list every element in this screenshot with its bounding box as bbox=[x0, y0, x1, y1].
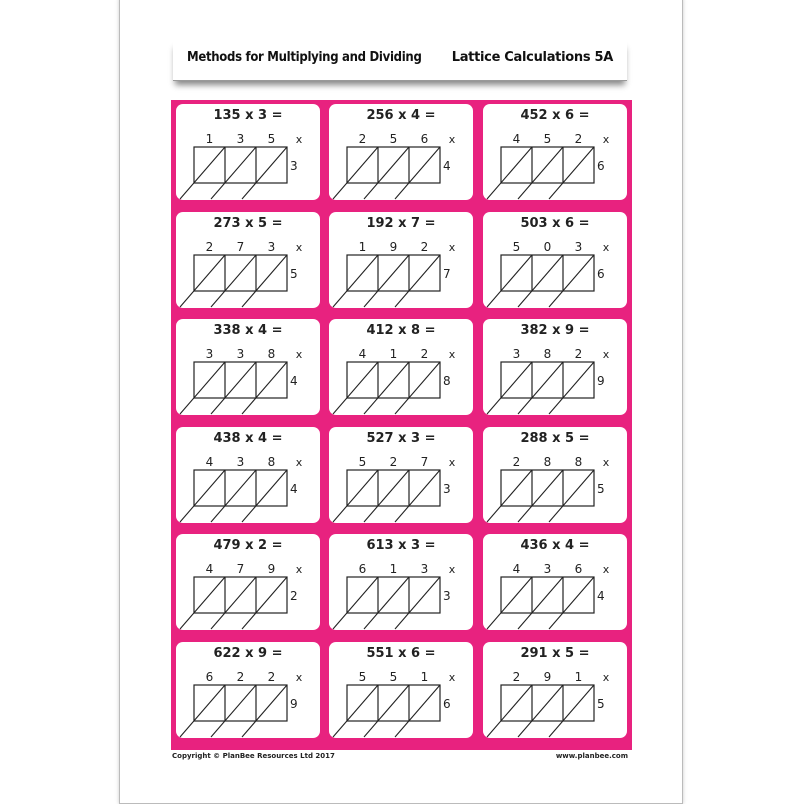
digit-label: 8 bbox=[543, 347, 552, 361]
digit-label: 8 bbox=[267, 455, 276, 469]
digit-label: 3 bbox=[267, 240, 276, 254]
digit-label: 6 bbox=[205, 670, 214, 684]
multiplier-label: 4 bbox=[597, 589, 605, 603]
digit-label: 4 bbox=[205, 562, 214, 576]
lattice-grid bbox=[483, 534, 627, 630]
digit-label: 4 bbox=[512, 132, 521, 146]
multiplier-label: 6 bbox=[597, 159, 605, 173]
digit-label: 2 bbox=[267, 670, 276, 684]
lattice-grid bbox=[483, 427, 627, 523]
multiplier-label: 5 bbox=[597, 482, 605, 496]
times-symbol: x bbox=[448, 563, 456, 576]
digit-label: 9 bbox=[267, 562, 276, 576]
digit-label: 6 bbox=[574, 562, 583, 576]
digit-label: 5 bbox=[543, 132, 552, 146]
lattice-grid bbox=[329, 104, 473, 200]
digit-label: 3 bbox=[512, 347, 521, 361]
digit-label: 9 bbox=[389, 240, 398, 254]
problem-text: 503 x 6 = bbox=[520, 216, 590, 231]
lattice-grid bbox=[176, 104, 320, 200]
worksheet-subject-title: Methods for Multiplying and Dividing bbox=[187, 50, 422, 65]
problem-text: 479 x 2 = bbox=[213, 538, 283, 553]
digit-label: 2 bbox=[512, 455, 521, 469]
problem-text: 273 x 5 = bbox=[213, 216, 283, 231]
multiplier-label: 8 bbox=[443, 374, 451, 388]
digit-label: 5 bbox=[358, 455, 367, 469]
problem-text: 436 x 4 = bbox=[520, 538, 590, 553]
lattice-card bbox=[483, 534, 627, 630]
lattice-card bbox=[483, 104, 627, 200]
digit-label: 8 bbox=[267, 347, 276, 361]
digit-label: 8 bbox=[574, 455, 583, 469]
multiplier-label: 9 bbox=[597, 374, 605, 388]
lattice-card bbox=[329, 642, 473, 738]
digit-label: 2 bbox=[389, 455, 398, 469]
digit-label: 2 bbox=[420, 240, 429, 254]
lattice-grid bbox=[483, 104, 627, 200]
digit-label: 3 bbox=[420, 562, 429, 576]
problem-text: 412 x 8 = bbox=[366, 323, 436, 338]
multiplier-label: 3 bbox=[443, 589, 451, 603]
times-symbol: x bbox=[602, 133, 610, 146]
digit-label: 5 bbox=[389, 132, 398, 146]
times-symbol: x bbox=[602, 241, 610, 254]
digit-label: 9 bbox=[543, 670, 552, 684]
multiplier-label: 4 bbox=[443, 159, 451, 173]
digit-label: 2 bbox=[512, 670, 521, 684]
times-symbol: x bbox=[602, 563, 610, 576]
times-symbol: x bbox=[448, 456, 456, 469]
digit-label: 3 bbox=[205, 347, 214, 361]
digit-label: 2 bbox=[574, 132, 583, 146]
copyright-text: Copyright © PlanBee Resources Ltd 2017 bbox=[172, 752, 335, 760]
lattice-card bbox=[483, 642, 627, 738]
times-symbol: x bbox=[448, 671, 456, 684]
multiplier-label: 3 bbox=[443, 482, 451, 496]
lattice-card bbox=[329, 104, 473, 200]
digit-label: 3 bbox=[236, 455, 245, 469]
problem-text: 527 x 3 = bbox=[366, 431, 436, 446]
digit-label: 7 bbox=[236, 562, 245, 576]
multiplier-label: 6 bbox=[597, 267, 605, 281]
digit-label: 5 bbox=[389, 670, 398, 684]
lattice-grid bbox=[483, 642, 627, 738]
times-symbol: x bbox=[295, 563, 303, 576]
lattice-grid bbox=[329, 212, 473, 308]
digit-label: 2 bbox=[205, 240, 214, 254]
multiplier-label: 5 bbox=[597, 697, 605, 711]
lattice-card bbox=[329, 534, 473, 630]
lattice-card bbox=[176, 427, 320, 523]
card-grid bbox=[171, 100, 632, 750]
multiplier-label: 9 bbox=[290, 697, 298, 711]
lattice-card bbox=[176, 104, 320, 200]
problem-text: 288 x 5 = bbox=[520, 431, 590, 446]
times-symbol: x bbox=[448, 348, 456, 361]
times-symbol: x bbox=[295, 133, 303, 146]
problem-text: 135 x 3 = bbox=[213, 108, 283, 123]
lattice-grid bbox=[329, 642, 473, 738]
problem-text: 613 x 3 = bbox=[366, 538, 436, 553]
lattice-card bbox=[483, 212, 627, 308]
lattice-grid bbox=[329, 319, 473, 415]
digit-label: 0 bbox=[543, 240, 552, 254]
digit-label: 6 bbox=[420, 132, 429, 146]
digit-label: 1 bbox=[420, 670, 429, 684]
lattice-card bbox=[329, 319, 473, 415]
digit-label: 4 bbox=[358, 347, 367, 361]
multiplier-label: 4 bbox=[290, 482, 298, 496]
digit-label: 5 bbox=[267, 132, 276, 146]
lattice-card bbox=[483, 427, 627, 523]
lattice-card bbox=[176, 319, 320, 415]
lattice-grid bbox=[483, 212, 627, 308]
problem-text: 192 x 7 = bbox=[366, 216, 436, 231]
times-symbol: x bbox=[602, 671, 610, 684]
times-symbol: x bbox=[602, 456, 610, 469]
multiplier-label: 4 bbox=[290, 374, 298, 388]
digit-label: 1 bbox=[205, 132, 214, 146]
problem-text: 338 x 4 = bbox=[213, 323, 283, 338]
digit-label: 1 bbox=[389, 347, 398, 361]
lattice-grid bbox=[176, 642, 320, 738]
lattice-grid bbox=[176, 319, 320, 415]
problem-text: 382 x 9 = bbox=[520, 323, 590, 338]
digit-label: 5 bbox=[512, 240, 521, 254]
multiplier-label: 5 bbox=[290, 267, 298, 281]
digit-label: 7 bbox=[420, 455, 429, 469]
digit-label: 4 bbox=[205, 455, 214, 469]
times-symbol: x bbox=[448, 241, 456, 254]
lattice-grid bbox=[329, 427, 473, 523]
multiplier-label: 6 bbox=[443, 697, 451, 711]
digit-label: 3 bbox=[543, 562, 552, 576]
problem-text: 452 x 6 = bbox=[520, 108, 590, 123]
multiplier-label: 3 bbox=[290, 159, 298, 173]
problem-text: 551 x 6 = bbox=[366, 646, 436, 661]
lattice-grid bbox=[483, 319, 627, 415]
lattice-grid bbox=[176, 212, 320, 308]
digit-label: 2 bbox=[236, 670, 245, 684]
digit-label: 3 bbox=[236, 132, 245, 146]
lattice-card bbox=[329, 427, 473, 523]
lattice-grid bbox=[329, 534, 473, 630]
digit-label: 1 bbox=[358, 240, 367, 254]
problem-text: 622 x 9 = bbox=[213, 646, 283, 661]
times-symbol: x bbox=[295, 456, 303, 469]
digit-label: 5 bbox=[358, 670, 367, 684]
digit-label: 1 bbox=[389, 562, 398, 576]
times-symbol: x bbox=[295, 348, 303, 361]
digit-label: 4 bbox=[512, 562, 521, 576]
digit-label: 8 bbox=[543, 455, 552, 469]
times-symbol: x bbox=[602, 348, 610, 361]
digit-label: 2 bbox=[358, 132, 367, 146]
problem-text: 256 x 4 = bbox=[366, 108, 436, 123]
lattice-card bbox=[483, 319, 627, 415]
lattice-card bbox=[329, 212, 473, 308]
lattice-card bbox=[176, 642, 320, 738]
lattice-card bbox=[176, 534, 320, 630]
digit-label: 2 bbox=[420, 347, 429, 361]
multiplier-label: 2 bbox=[290, 589, 298, 603]
problem-text: 438 x 4 = bbox=[213, 431, 283, 446]
multiplier-label: 7 bbox=[443, 267, 451, 281]
digit-label: 7 bbox=[236, 240, 245, 254]
times-symbol: x bbox=[295, 241, 303, 254]
times-symbol: x bbox=[295, 671, 303, 684]
digit-label: 1 bbox=[574, 670, 583, 684]
digit-label: 2 bbox=[574, 347, 583, 361]
digit-label: 6 bbox=[358, 562, 367, 576]
digit-label: 3 bbox=[574, 240, 583, 254]
website-link: www.planbee.com bbox=[555, 752, 628, 760]
worksheet-header bbox=[173, 40, 627, 81]
lattice-grid bbox=[176, 534, 320, 630]
times-symbol: x bbox=[448, 133, 456, 146]
worksheet-title: Lattice Calculations 5A bbox=[451, 50, 613, 65]
lattice-grid bbox=[176, 427, 320, 523]
lattice-card bbox=[176, 212, 320, 308]
digit-label: 3 bbox=[236, 347, 245, 361]
problem-text: 291 x 5 = bbox=[520, 646, 590, 661]
